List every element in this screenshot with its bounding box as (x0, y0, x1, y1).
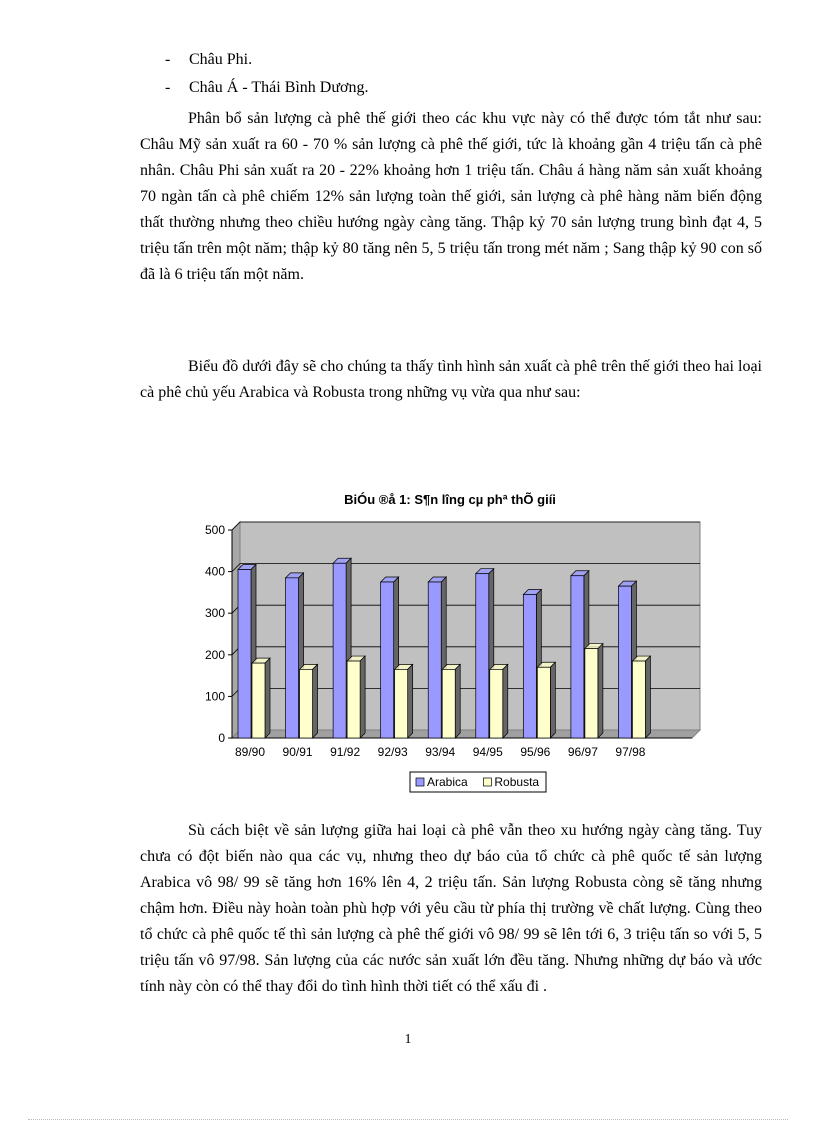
y-tick-label: 300 (204, 606, 225, 621)
bar-robusta (252, 658, 270, 738)
chart-title: BiÓu ®å 1: S¶n lîng cµ phª thÕ giíi (344, 492, 556, 507)
y-tick-label: 500 (204, 523, 225, 537)
y-tick-label: 400 (204, 564, 225, 579)
legend-swatch (483, 778, 491, 786)
page-number: 1 (404, 1032, 412, 1047)
bullet-item (165, 50, 252, 70)
legend-swatch (416, 778, 424, 786)
bullet-item (165, 78, 369, 98)
production-chart (190, 488, 710, 808)
x-tick-label: 95/96 (520, 745, 551, 759)
paragraph-text: Biểu đồ dưới đây sẽ cho chúng ta thấy tình hình sản xuất cà phê trên thế giới theo hai loại cà phê chủ yếu Arabica và Robusta trong những vụ vừa qua như sau: (140, 358, 762, 401)
paragraph-text: Phân bổ sản lượng cà phê thế giới theo các khu vực này có thể được tóm tắt như sau: Châu Mỹ sản xuất ra 60 - 70 % sản lượng cà phê thế giới, tức là khoảng gần 4 triệu tấn cà phê nhân. Châu Phi sản xuất ra 20 - 22% khoảng hơn 1 triệu tấn. Châu á hàng năm sản xuất khoảng 70 ngàn tấn cà phê chiếm 12% sản lượng toàn thế giới, sản lượng cà phê hàng năm biến động thất thường nhưng theo chiều hướng ngày càng tăng. Thập kỷ 70 sản lượng trung bình đạt 4, 5 triệu tấn trên một năm; thập kỷ 80 tăng nên 5, 5 triệu tấn trong mét năm ; Sang thập kỷ 90 con số đã là 6 triệu tấn một năm. (140, 110, 762, 283)
bar-robusta (585, 644, 603, 738)
x-tick-label: 89/90 (234, 745, 266, 759)
paragraph-text: Sù cách biệt về sản lượng giữa hai loại cà phê vẫn theo xu hướng ngày càng tăng. Tuy chưa có đột biến nào qua các vụ, nhưng theo dự báo của tổ chức cà phê quốc tế sản lượng Arabica vô 98/ 99 sẽ tăng hơn 16% lên 4, 2 triệu tấn. Sản lượng Robusta còng sẽ tăng nhưng chậm hơn. Điều này hoàn toàn phù hợp với yêu cầu từ phía thị trường về chất lượng. Cùng theo tổ chức cà phê quốc tế thì sản lượng cà phê thế giới vô 98/ 99 sẽ lên tới 6, 3 triệu tấn so với 5, 5 triệu tấn vô 97/98. Sản lượng của các nước sản xuất lớn đều tăng. Nhưng những dự báo và ước tính này còn có thể thay đổi do tình hình thời tiết có thể xấu đi . (140, 822, 762, 995)
x-tick-label: 92/93 (377, 745, 408, 759)
bullet-text: Châu Á - Thái Bình Dương. (189, 79, 369, 96)
page-border (28, 1119, 788, 1120)
bar-robusta (395, 664, 413, 738)
y-tick-label: 100 (204, 689, 225, 704)
paragraph-distribution (140, 106, 762, 288)
y-tick-label: 0 (218, 731, 225, 745)
legend-label: Arabica (427, 775, 468, 789)
y-tick-label: 200 (204, 647, 225, 662)
bar-robusta (490, 664, 508, 738)
x-tick-label: 96/97 (567, 745, 598, 759)
bar-robusta (632, 656, 650, 738)
bar-robusta (300, 664, 318, 738)
x-tick-label: 90/91 (282, 745, 313, 759)
paragraph-chart-intro (140, 354, 762, 406)
bar-robusta (442, 664, 460, 738)
bar-robusta (347, 656, 365, 738)
legend-label: Robusta (494, 775, 540, 789)
x-tick-label: 94/95 (472, 745, 503, 759)
paragraph-outlook (140, 818, 762, 1000)
x-tick-label: 93/94 (425, 745, 456, 759)
bullet-dash: - (165, 51, 171, 68)
bullet-text: Châu Phi. (189, 51, 253, 68)
bullet-dash: - (165, 79, 171, 96)
x-tick-label: 91/92 (330, 745, 361, 759)
bar-robusta (537, 662, 555, 738)
x-tick-label: 97/98 (615, 745, 646, 759)
